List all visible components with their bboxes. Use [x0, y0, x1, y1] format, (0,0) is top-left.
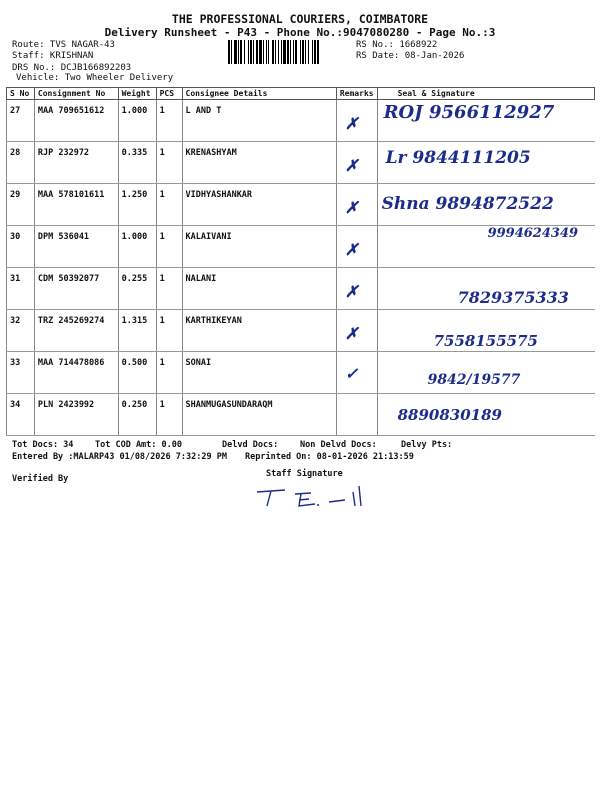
cell-remarks: [336, 184, 377, 226]
cell-signature: [377, 268, 594, 310]
cell-weight: 0.255: [118, 268, 156, 310]
cell-weight: 1.315: [118, 310, 156, 352]
cell-sno: 27: [7, 100, 35, 142]
cell-pcs: 1: [156, 310, 182, 352]
cell-remarks: [336, 100, 377, 142]
cell-signature: [377, 184, 594, 226]
handwritten-signature: 9994624349: [487, 226, 579, 241]
cell-sno: 34: [7, 394, 35, 436]
non-delivered-docs: Non Delvd Docs:: [300, 440, 377, 450]
cell-sno: 29: [7, 184, 35, 226]
cell-pcs: 1: [156, 352, 182, 394]
table-row: [7, 184, 595, 226]
table-header-row: [7, 88, 595, 100]
cell-consignment: PLN 2423992: [34, 394, 118, 436]
cell-consignee: KARTHIKEYAN: [182, 310, 336, 352]
tick-mark-icon: ✗: [344, 324, 359, 343]
table-row: [7, 142, 595, 184]
col-header-sno: S No: [7, 88, 35, 100]
delivery-points: Delvy Pts:: [401, 440, 453, 450]
cell-weight: 0.250: [118, 394, 156, 436]
tick-mark-icon: ✗: [344, 282, 359, 301]
cell-signature: [377, 310, 594, 352]
cell-pcs: 1: [156, 184, 182, 226]
cell-consignee: VIDHYASHANKAR: [182, 184, 336, 226]
cell-sno: 28: [7, 142, 35, 184]
handwritten-signature: 7558155575: [433, 332, 538, 350]
cell-consignment: MAA 709651612: [34, 100, 118, 142]
cell-consignment: RJP 232972: [34, 142, 118, 184]
cell-remarks: [336, 310, 377, 352]
cell-consignee: KALAIVANI: [182, 226, 336, 268]
cell-signature: [377, 226, 594, 268]
vehicle-label: Vehicle: Two Wheeler Delivery: [16, 73, 174, 83]
col-header-weight: Weight: [118, 88, 156, 100]
cell-sno: 31: [7, 268, 35, 310]
cell-weight: 1.000: [118, 226, 156, 268]
cell-signature: [377, 142, 594, 184]
cell-signature: [377, 352, 594, 394]
cell-pcs: 1: [156, 142, 182, 184]
cell-remarks: [336, 268, 377, 310]
staff-signature-label: Staff Signature: [266, 469, 343, 479]
route-label: Route: TVS NAGAR-43: [12, 40, 115, 50]
cell-pcs: 1: [156, 394, 182, 436]
cell-consignment: MAA 578101611: [34, 184, 118, 226]
col-header-seal: Seal & Signature: [377, 88, 594, 100]
runsheet-subtitle: Delivery Runsheet - P43 - Phone No.:9047080280 - Page No.:3: [104, 26, 496, 39]
cell-remarks: [336, 352, 377, 394]
table-row: [7, 268, 595, 310]
cell-weight: 1.000: [118, 100, 156, 142]
cell-weight: 1.250: [118, 184, 156, 226]
rs-date: RS Date: 08-Jan-2026: [356, 51, 465, 61]
table-row: [7, 226, 595, 268]
cell-consignment: TRZ 245269274: [34, 310, 118, 352]
cell-consignment: CDM 50392077: [34, 268, 118, 310]
verified-by-label: Verified By: [12, 474, 69, 484]
table-row: [7, 100, 595, 142]
handwritten-signature: 9842/19577: [427, 372, 521, 388]
table-row: [7, 352, 595, 394]
col-header-remarks: Remarks: [336, 88, 377, 100]
cell-consignee: SHANMUGASUNDARAQM: [182, 394, 336, 436]
cell-pcs: 1: [156, 100, 182, 142]
cell-signature: [377, 394, 594, 436]
tick-mark-icon: ✓: [344, 364, 359, 383]
handwritten-signature: 8890830189: [397, 406, 502, 424]
handwritten-signature: Lr 9844111205: [385, 148, 531, 168]
cell-consignee: SONAI: [182, 352, 336, 394]
tick-mark-icon: ✗: [344, 240, 359, 259]
cell-remarks: [336, 226, 377, 268]
runsheet-table: [6, 87, 595, 436]
staff-label: Staff: KRISHNAN: [12, 51, 94, 61]
cell-sno: 33: [7, 352, 35, 394]
tick-mark-icon: ✗: [344, 114, 359, 133]
col-header-pcs: PCS: [156, 88, 182, 100]
cell-sno: 30: [7, 226, 35, 268]
reprinted-on: Reprinted On: 08-01-2026 21:13:59: [245, 452, 414, 462]
total-cod-amount: Tot COD Amt: 0.00: [95, 440, 182, 450]
cell-consignment: MAA 714478086: [34, 352, 118, 394]
handwritten-signature: 7829375333: [457, 288, 569, 307]
cell-remarks: [336, 142, 377, 184]
col-header-consignment: Consignment No: [34, 88, 118, 100]
handwritten-signature: Shna 9894872522: [381, 194, 554, 214]
cell-consignee: KRENASHYAM: [182, 142, 336, 184]
cell-sno: 32: [7, 310, 35, 352]
delivered-docs: Delvd Docs:: [222, 440, 279, 450]
cell-pcs: 1: [156, 268, 182, 310]
cell-remarks: [336, 394, 377, 436]
total-docs: Tot Docs: 34: [12, 440, 74, 450]
drs-number: DRS No.: DCJB166892203: [12, 63, 132, 73]
tick-mark-icon: ✗: [344, 156, 359, 175]
cell-signature: [377, 100, 594, 142]
cell-consignee: NALANI: [182, 268, 336, 310]
company-title: THE PROFESSIONAL COURIERS, COIMBATORE: [171, 12, 429, 26]
col-header-consignee: Consignee Details: [182, 88, 336, 100]
entered-by: Entered By :MALARP43 01/08/2026 7:32:29 PM: [12, 452, 227, 462]
staff-signature-drawing: [255, 482, 385, 512]
cell-consignee: L AND T: [182, 100, 336, 142]
handwritten-signature: ROJ 9566112927: [383, 102, 555, 123]
tick-mark-icon: ✗: [344, 198, 359, 217]
barcode-icon: [228, 40, 352, 64]
cell-pcs: 1: [156, 226, 182, 268]
cell-weight: 0.335: [118, 142, 156, 184]
rs-number: RS No.: 1668922: [356, 40, 438, 50]
table-row: [7, 310, 595, 352]
cell-weight: 0.500: [118, 352, 156, 394]
cell-consignment: DPM 536041: [34, 226, 118, 268]
table-row: [7, 394, 595, 436]
